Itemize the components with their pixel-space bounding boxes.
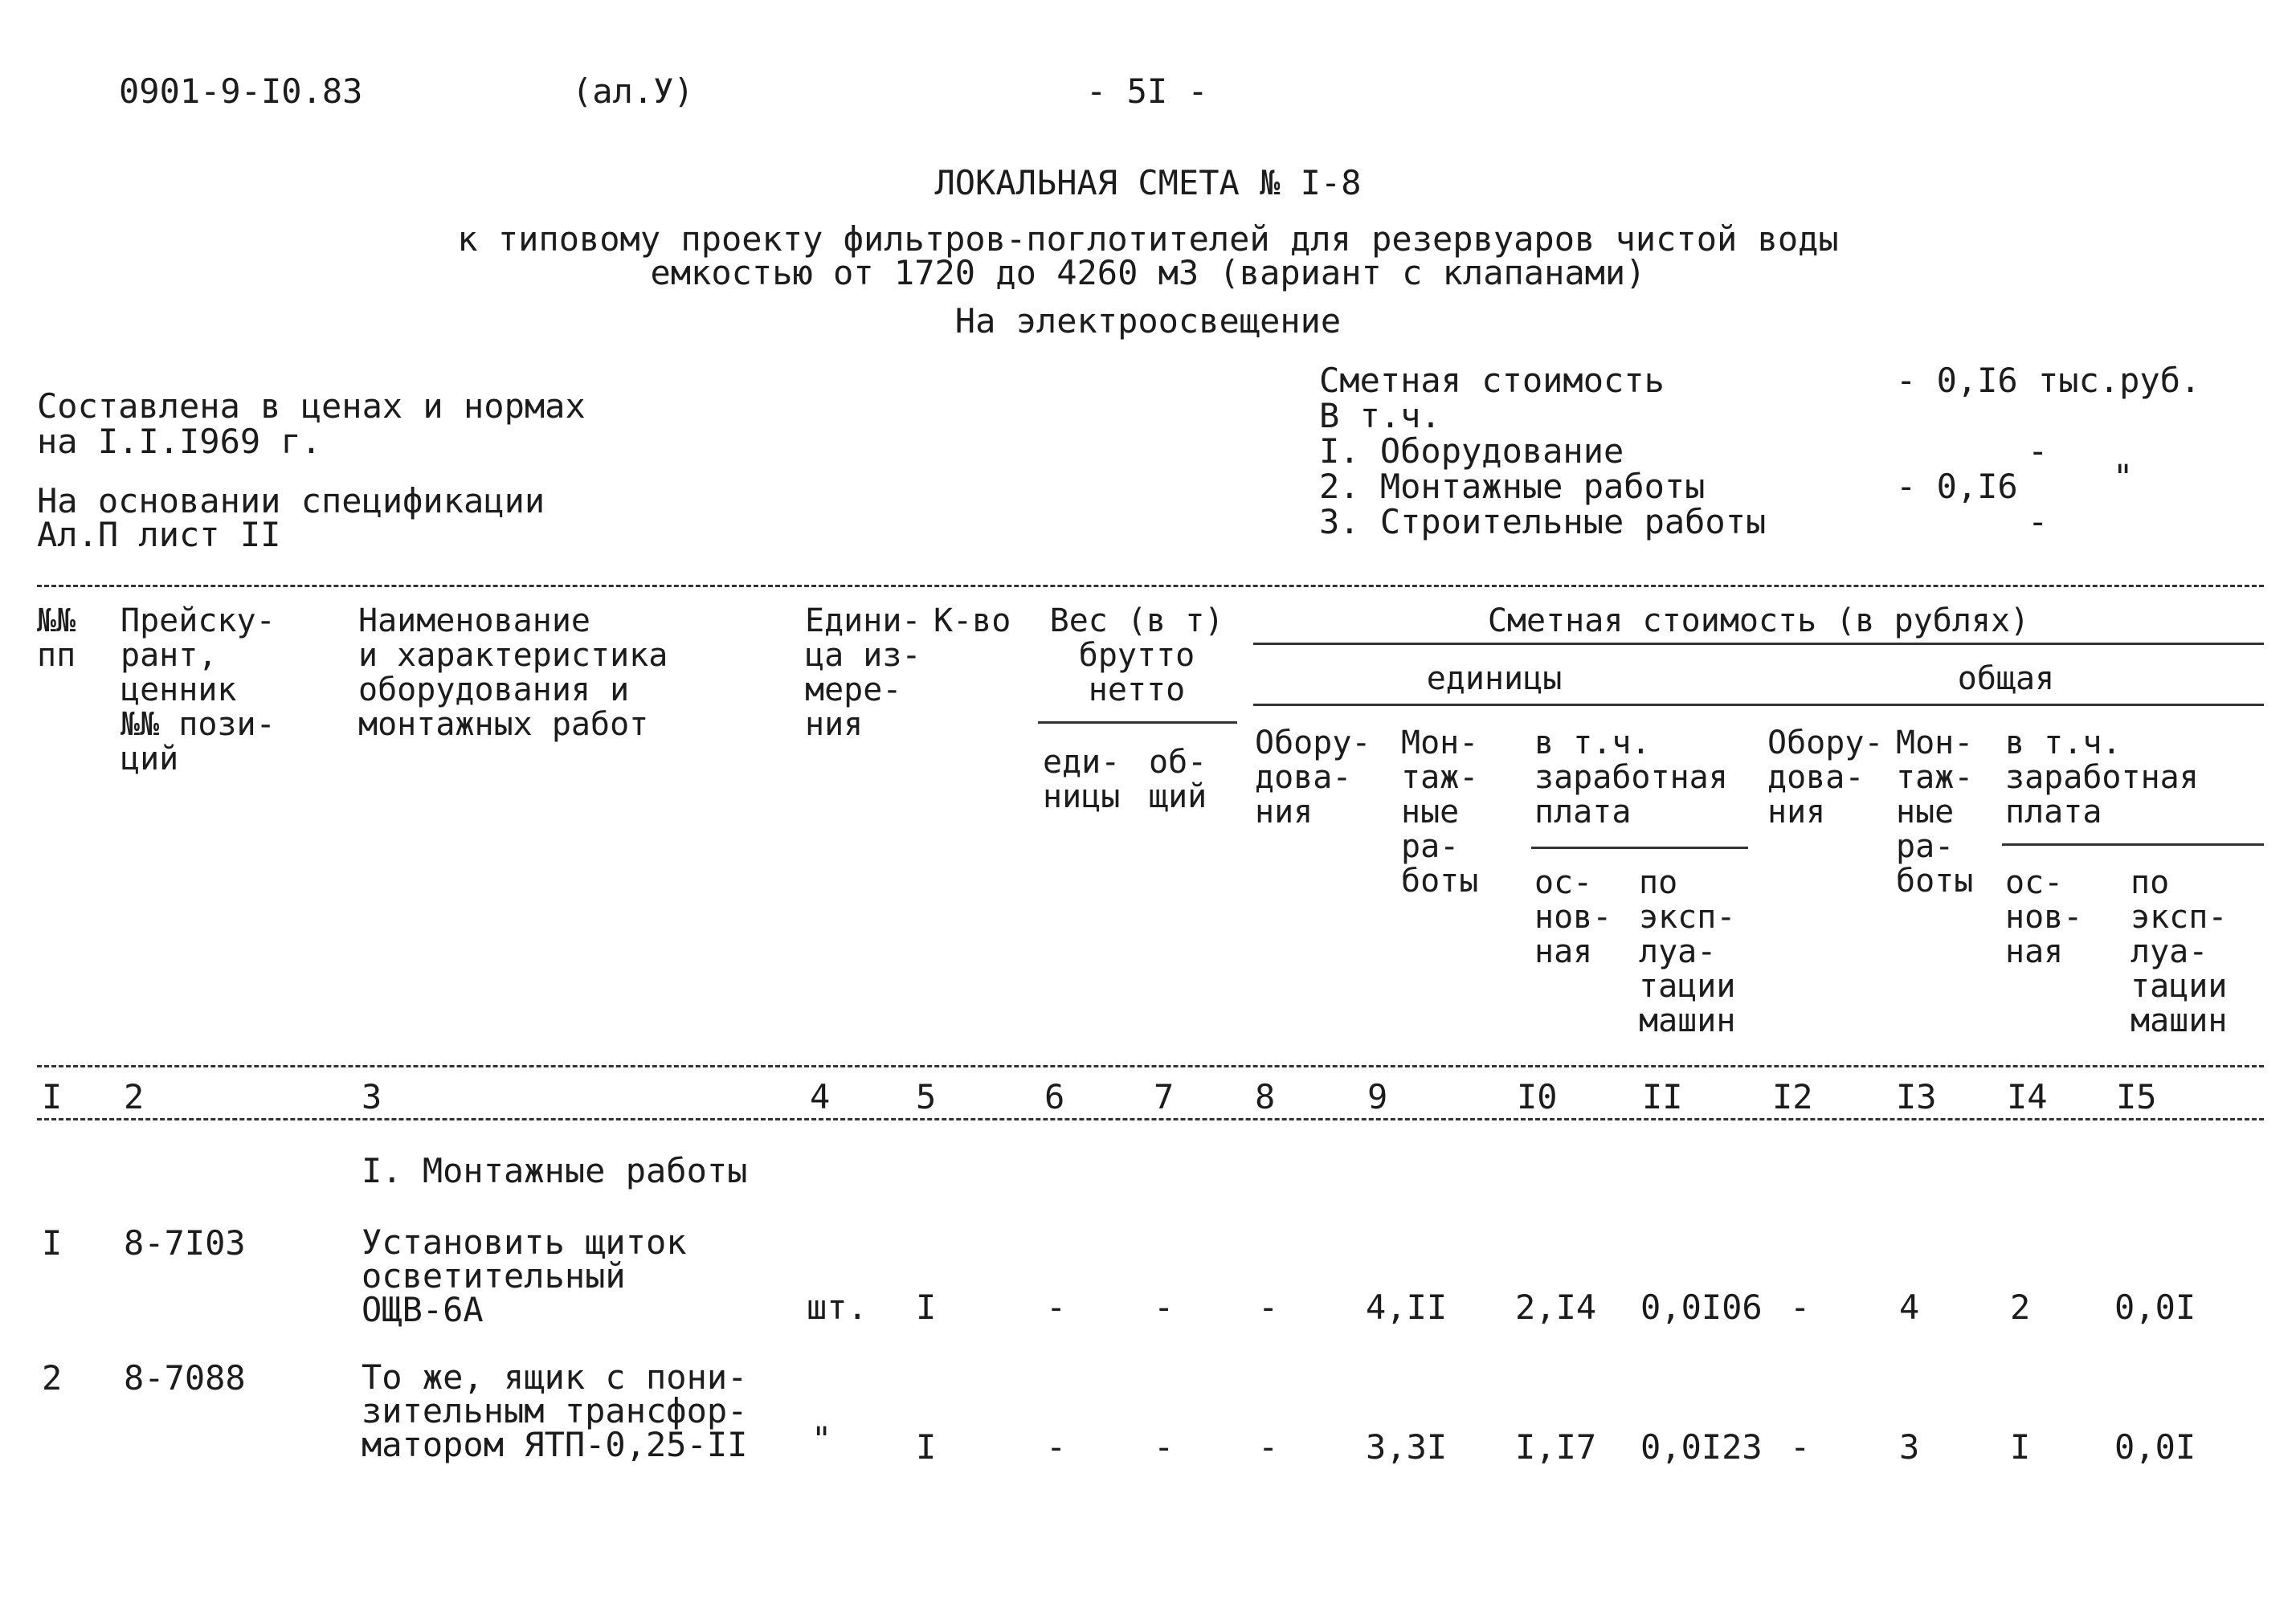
header-weight: Вес (в т) брутто нетто <box>1049 602 1224 708</box>
header-unit-wage-machines: по эксп- луа- тации машин <box>1639 864 1736 1039</box>
unit-equipment-cost: - <box>1258 1288 1279 1327</box>
header-unit-wage-base: ос- нов- ная <box>1534 864 1612 970</box>
spec-basis-line-2: Ал.П лист II <box>37 515 281 554</box>
header-total-equipment: Обору- дова- ния <box>1767 724 1884 831</box>
price-list-code: 8-7088 <box>124 1358 246 1398</box>
weight-unit: - <box>1046 1427 1067 1467</box>
row-number: I <box>42 1223 63 1263</box>
spec-basis-line-1: На основании спецификации <box>37 481 545 520</box>
subtitle-line-1: к типовому проекту фильтров-поглотителей для резервуаров чистой воды <box>457 219 1839 259</box>
header-unit-equipment: Обору- дова- ния <box>1255 724 1371 831</box>
item-unit: " <box>811 1419 832 1459</box>
header-unit: Едини- ца из- мере- ния <box>805 602 921 743</box>
unit-installation-cost: 3,3I <box>1366 1427 1448 1467</box>
item-description: Установить щиток осветительный ОЩВ-6А <box>362 1222 687 1329</box>
unit-wage-machines: 0,0I23 <box>1640 1427 1763 1467</box>
column-number: 6 <box>1044 1077 1065 1116</box>
column-number: 8 <box>1255 1077 1276 1116</box>
section-title-text: I. Монтажные работы <box>362 1151 748 1190</box>
header-total-wage-base: ос- нов- ная <box>2005 864 2083 970</box>
header-per-unit: единицы <box>1426 660 1563 697</box>
column-number: I2 <box>1772 1077 1813 1116</box>
column-number: I5 <box>2116 1077 2157 1116</box>
weight-header-rule <box>1038 721 1237 724</box>
doc-code: 0901-9-I0.83 <box>119 71 363 111</box>
unit-equipment-cost: - <box>1258 1427 1279 1467</box>
header-row-no: №№ пп <box>37 602 76 674</box>
item-unit: шт. <box>807 1288 868 1327</box>
total-equipment-cost: - <box>1790 1288 1811 1327</box>
column-number: 3 <box>362 1077 382 1116</box>
cost-item-construction: 3. Строительные работы <box>1319 502 1767 541</box>
weight-total: - <box>1154 1288 1175 1327</box>
including-label: В т.ч. <box>1319 396 1441 435</box>
column-number: 4 <box>810 1077 831 1116</box>
item-description: То же, ящик с пони- зительным трансфор- матором ЯТП-0,25-II <box>362 1357 748 1464</box>
total-wage-base: 2 <box>2010 1288 2031 1327</box>
total-wage-machines: 0,0I <box>2114 1288 2196 1327</box>
header-bottom-rule <box>37 1065 2264 1067</box>
total-wage-base: I <box>2010 1427 2031 1467</box>
cost-header-rule <box>1253 643 2264 645</box>
total-installation-cost: 4 <box>1899 1288 1920 1327</box>
column-number: I <box>42 1077 63 1116</box>
header-total-wage-machines: по эксп- луа- тации машин <box>2131 864 2228 1039</box>
column-number: I3 <box>1896 1077 1937 1116</box>
row-number: 2 <box>42 1358 63 1398</box>
price-list-code: 8-7I03 <box>124 1223 246 1263</box>
wage-unit-rule <box>1531 847 1748 849</box>
cost-subheader-rule <box>1253 704 2264 706</box>
cost-item-installation-value: - 0,I6 <box>1896 467 2018 506</box>
column-number: II <box>1642 1077 1683 1116</box>
cost-item-installation: 2. Монтажные работы <box>1319 467 1706 506</box>
prices-basis-line-1: Составлена в ценах и нормах <box>37 386 586 426</box>
column-number: 2 <box>124 1077 145 1116</box>
table-top-rule <box>37 585 2264 587</box>
unit-wage-base: I,I7 <box>1515 1427 1597 1467</box>
header-total-installation: Мон- таж- ные ра- боты <box>1896 724 1974 900</box>
estimated-cost-label: Сметная стоимость <box>1319 361 1665 400</box>
unit-installation-cost: 4,II <box>1366 1288 1448 1327</box>
prices-basis-line-2: на I.I.I969 г. <box>37 422 322 461</box>
subtitle-line-3: На электроосвещение <box>954 301 1342 341</box>
total-wage-machines: 0,0I <box>2114 1427 2196 1467</box>
cost-item-equipment-value: - <box>2028 431 2049 471</box>
unit-wage-base: 2,I4 <box>1515 1288 1597 1327</box>
header-qty: К-во <box>934 602 1011 639</box>
header-unit-wage: в т.ч. заработная плата <box>1534 724 1728 831</box>
total-equipment-cost: - <box>1790 1427 1811 1467</box>
column-number: I4 <box>2007 1077 2048 1116</box>
header-total: общая <box>1957 660 2055 697</box>
document-title: ЛОКАЛЬНАЯ СМЕТА № I-8 <box>934 163 1362 202</box>
weight-unit: - <box>1046 1288 1067 1327</box>
estimated-cost-value: - 0,I6 тыс.руб. <box>1896 361 2201 400</box>
page-number: - 5I - <box>1086 71 1208 111</box>
weight-total: - <box>1154 1427 1175 1467</box>
cost-item-equipment: I. Оборудование <box>1319 431 1624 471</box>
header-unit-installation: Мон- таж- ные ра- боты <box>1401 724 1479 900</box>
header-description: Наименование и характеристика оборудования и монтажных работ <box>358 602 668 743</box>
column-number: I0 <box>1517 1077 1558 1116</box>
total-installation-cost: 3 <box>1899 1427 1920 1467</box>
header-estimated-cost: Сметная стоимость (в рублях) <box>1487 602 2030 639</box>
album-ref: (ал.У) <box>572 71 694 111</box>
column-number: 7 <box>1154 1077 1175 1116</box>
item-qty: I <box>916 1427 937 1467</box>
cost-item-construction-value: - <box>2028 502 2049 541</box>
header-weight-total: об- щий <box>1149 744 1207 815</box>
header-price-list: Прейску- рант, ценник №№ пози- ций <box>121 602 276 778</box>
unit-wage-machines: 0,0I06 <box>1640 1288 1763 1327</box>
section-title <box>362 1153 747 1189</box>
column-number: 5 <box>916 1077 937 1116</box>
subtitle-line-2: емкостью от 1720 до 4260 м3 (вариант с клапанами) <box>650 253 1646 292</box>
ditto-mark: " <box>2113 457 2134 496</box>
item-qty: I <box>916 1288 937 1327</box>
header-weight-unit: еди- ницы <box>1043 744 1121 815</box>
column-number-rule <box>37 1118 2264 1120</box>
wage-total-rule <box>2002 843 2264 846</box>
column-number: 9 <box>1367 1077 1388 1116</box>
header-total-wage: в т.ч. заработная плата <box>2005 724 2199 831</box>
